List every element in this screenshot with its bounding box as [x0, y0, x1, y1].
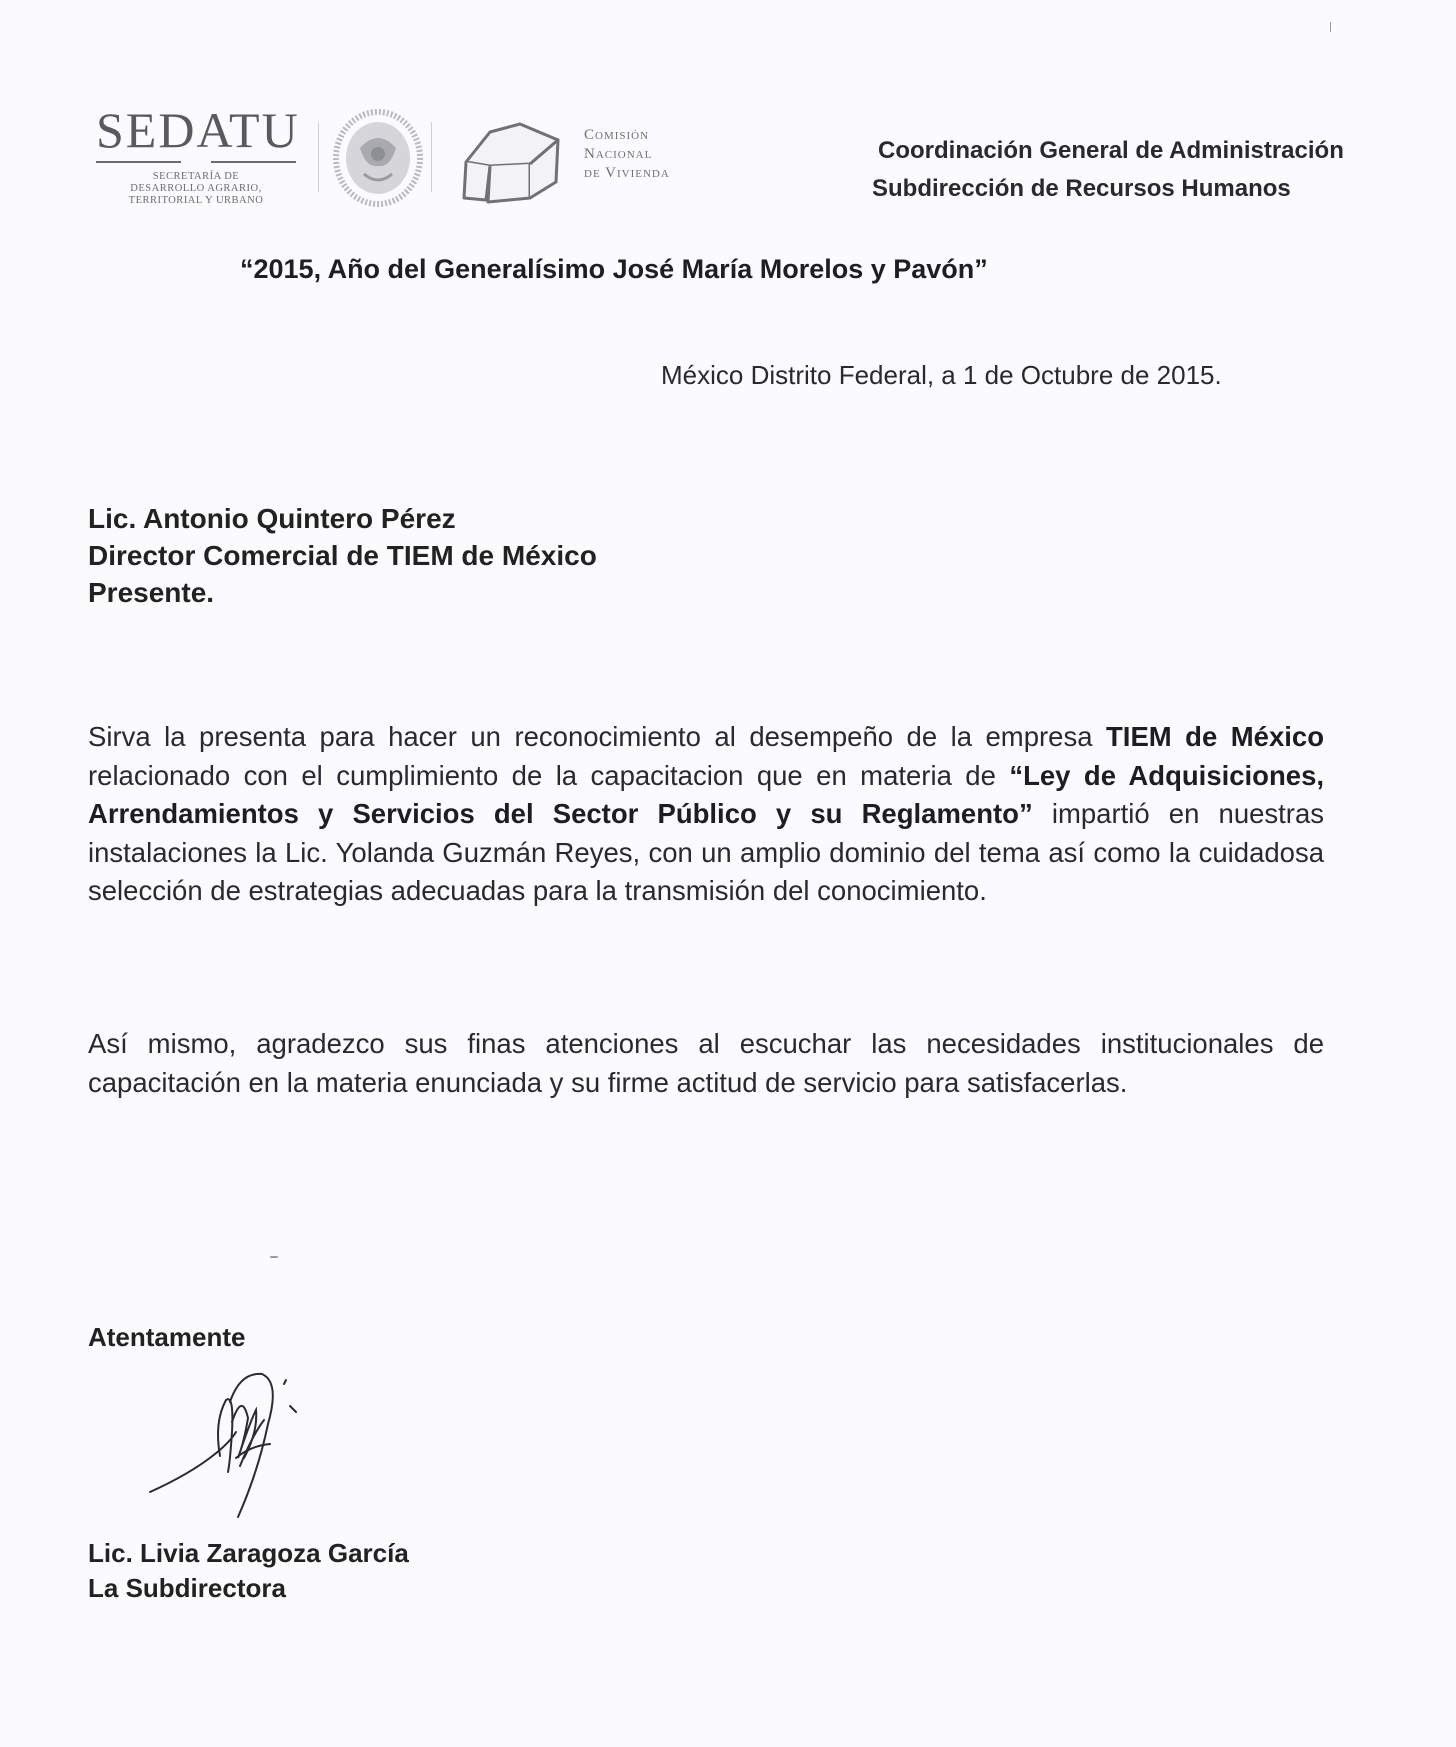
p1-law-title-bold: “Ley de Adquisiciones, Arrendamientos y Servicios del Sector Público y su Reglamento” — [88, 759, 1325, 829]
body-paragraph-2: Así mismo, agradezco sus finas atenciones al escuchar las necesidades institucionales de capacitación en la materia enunciada y su firme actitud de servicio para satisfacerlas. — [88, 1028, 1324, 1098]
p1-text-2: relacionado con el cumplimiento de la capacitacion que en materia de — [88, 759, 1010, 791]
coat-of-arms-seal-icon — [330, 108, 426, 208]
house-icon — [460, 118, 575, 208]
signer-title: La Subdirectora — [88, 1573, 286, 1603]
p1-text-1: Sirva la presenta para hacer un reconocimiento al desempeño de la empresa — [88, 721, 1106, 752]
divider — [318, 122, 319, 192]
signer-block — [88, 1536, 409, 1606]
department-line2: Subdirección de Recursos Humanos — [872, 175, 1291, 202]
addressee-block — [88, 500, 597, 611]
scan-speck — [270, 1256, 278, 1258]
closing: Atentamente — [88, 1322, 246, 1352]
divider — [431, 122, 432, 192]
addressee-title: Director Comercial de TIEM de México — [88, 540, 597, 571]
scan-speck — [1330, 22, 1331, 32]
addressee-name: Lic. Antonio Quintero Pérez — [88, 503, 456, 534]
year-motto: “2015, Año del Generalísimo José María Morelos y Pavón” — [240, 254, 988, 284]
body-paragraph-1 — [88, 718, 1324, 911]
conavi-line2: Nacional — [584, 146, 653, 162]
department-header — [872, 132, 1344, 208]
signature-icon — [140, 1362, 330, 1532]
sedatu-acronym: SEDATU — [96, 102, 300, 158]
conavi-line3: de Vivienda — [584, 165, 670, 181]
sedatu-line1: SECRETARÍA DE — [152, 171, 240, 182]
conavi-line1: Comisión — [584, 127, 650, 143]
addressee-salutation: Presente. — [88, 577, 215, 608]
sedatu-logo — [96, 102, 300, 207]
signer-name: Lic. Livia Zaragoza García — [88, 1538, 409, 1568]
sedatu-line2: DESARROLLO AGRARIO, — [130, 183, 262, 194]
date-line: México Distrito Federal, a 1 de Octubre de 2015. — [661, 360, 1222, 390]
sedatu-rule — [96, 161, 296, 163]
sedatu-line3: TERRITORIAL Y URBANO — [128, 195, 264, 206]
department-line1: Coordinación General de Administración — [878, 137, 1344, 164]
p1-company-bold: TIEM de México — [1106, 721, 1324, 752]
conavi-logo-text — [584, 126, 670, 183]
p1-text-3: impartió en nuestras instalaciones la Lic. Yolanda Guzmán Reyes, con un amplio dominio del tema así como la cuidadosa selección de estrategias adecuadas para la transmisión del conocimiento. — [88, 798, 1324, 906]
